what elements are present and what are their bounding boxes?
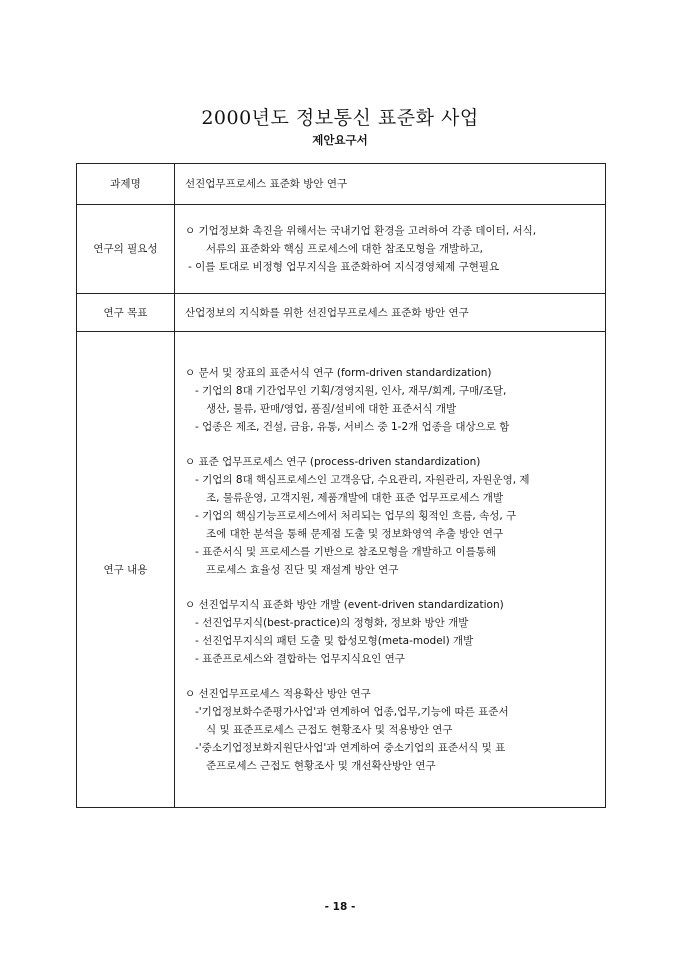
section-line: - 업종은 제조, 건설, 금융, 유통, 서비스 중 1-2개 업종을 대상으로 함 <box>195 421 510 433</box>
section-line: - 표준서식 및 프로세스를 기반으로 참조모형을 개발하고 이를통해 <box>195 546 497 558</box>
section-line: - 선진업무지식(best-practice)의 정형화, 정보화 방안 개발 <box>195 617 469 629</box>
section-line: -'중소기업정보화지원단사업'과 연계하여 중소기업의 표준서식 및 표 <box>195 742 506 754</box>
section-heading: ㅇ 표준 업무프로세스 연구 (process-driven standardization) <box>185 456 481 468</box>
section-heading: ㅇ 선진업무프로세스 적용확산 방안 연구 <box>185 688 371 700</box>
table-row-necessity <box>77 205 606 294</box>
document-title: 2000년도 정보통신 표준화 사업 <box>201 107 479 129</box>
necessity-line: 서류의 표준화와 핵심 프로세스에 대한 참조모형을 개발하고, <box>206 243 483 255</box>
section-line: -'기업정보화수준평가사업'과 연계하여 업종,업무,기능에 따른 표준서 <box>195 706 509 718</box>
necessity-content <box>175 205 606 294</box>
section-line: - 표준프로세스와 결합하는 업무지식요인 연구 <box>195 653 405 665</box>
proposal-table <box>76 163 606 808</box>
necessity-line: ㅇ 기업정보화 촉진을 위해서는 국내기업 환경을 고려하여 각종 데이터, 서식, <box>185 225 537 237</box>
research-content-label: 연구 내용 <box>77 332 175 808</box>
table-row-project-name <box>77 164 606 205</box>
goal-label: 연구 목표 <box>77 294 175 332</box>
section-line: 생산, 물류, 판매/영업, 품질/설비에 대한 표준서식 개발 <box>206 403 457 415</box>
page-number: - 18 - <box>324 901 356 913</box>
section-heading: ㅇ 문서 및 장표의 표준서식 연구 (form-driven standardization) <box>185 367 492 379</box>
section-spacer <box>185 668 597 685</box>
section-spacer <box>185 436 597 453</box>
section-line: 프로세스 효율성 진단 및 재설계 방안 연구 <box>206 564 399 576</box>
section-line: 조에 대한 분석을 통해 문제점 도출 및 정보화영역 추출 방안 연구 <box>206 528 504 540</box>
section-spacer <box>185 579 597 596</box>
table-row-goal <box>77 294 606 332</box>
section-line: 식 및 표준프로세스 근접도 현황조사 및 적용방안 연구 <box>206 724 453 736</box>
necessity-line: - 이를 토대로 비정형 업무지식을 표준화하여 지식경영체제 구현필요 <box>188 261 500 273</box>
section-line: - 기업의 8대 핵심프로세스인 고객응답, 수요관리, 자원관리, 자원운영, 제 <box>195 474 530 486</box>
project-name-label: 과제명 <box>77 164 175 205</box>
table-row-research-content <box>77 332 606 808</box>
section-line: 준프로세스 근접도 현황조사 및 개선확산방안 연구 <box>206 760 436 772</box>
section-line: - 기업의 8대 기간업무인 기획/경영지원, 인사, 재무/회계, 구매/조달, <box>195 385 507 397</box>
section-line: - 선진업무지식의 패턴 도출 및 합성모형(meta-model) 개발 <box>195 635 474 647</box>
research-content-body <box>175 332 606 808</box>
section-line: - 기업의 핵심기능프로세스에서 처리되는 업무의 횡적인 흐름, 속성, 구 <box>195 510 517 522</box>
section-heading: ㅇ 선진업무지식 표준화 방안 개발 (event-driven standardization) <box>185 599 504 611</box>
section-line: 조, 물류운영, 고객지원, 제품개발에 대한 표준 업무프로세스 개발 <box>206 492 504 504</box>
project-name-value: 선진업무프로세스 표준화 방안 연구 <box>175 164 606 205</box>
necessity-label: 연구의 필요성 <box>77 205 175 294</box>
document-subtitle: 제안요구서 <box>312 133 368 147</box>
goal-value: 산업정보의 지식화를 위한 선진업무프로세스 표준화 방안 연구 <box>175 294 606 332</box>
